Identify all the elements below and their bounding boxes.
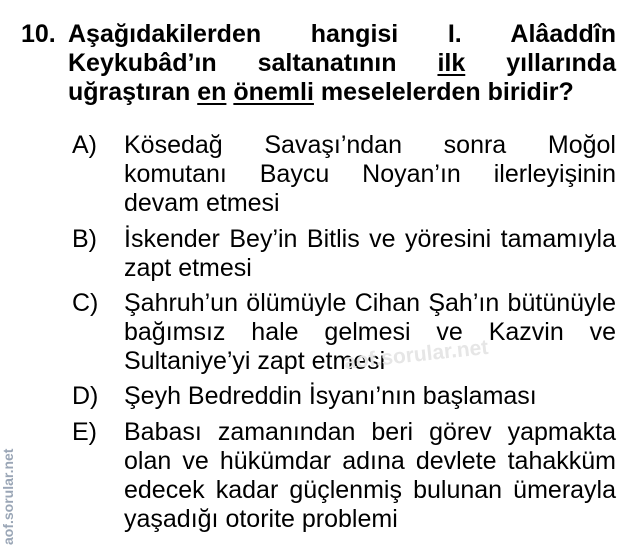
option-b-line-1: İskender Bey’in Bitlis ve yöresini tamamıyla (124, 225, 616, 253)
option-d-letter: D) (72, 382, 99, 410)
question-number: 10. (21, 20, 56, 48)
option-c-letter: C) (72, 289, 99, 317)
question-line-2-end: yıllarında (506, 49, 616, 77)
option-a-line-2: komutanı Baycu Noyan’ın ilerleyişinin (124, 160, 616, 188)
question-line-2 (68, 49, 616, 78)
question-line-3-start: uğraştıran (68, 78, 191, 106)
watermark-center: aof.sorular.net (343, 335, 490, 374)
question-line-3 (68, 78, 616, 107)
option-e-line-1: Babası zamanından beri görev yapmakta (124, 418, 616, 446)
option-c-line-1: Şahruh’un ölümüyle Cihan Şah’ın bütünüyle (124, 289, 616, 317)
option-a-letter: A) (72, 131, 97, 159)
question-line-3-end: meselelerden biridir? (320, 78, 574, 106)
underlined-word-ilk: ilk (437, 49, 466, 77)
question-line-2-start: Keykubâd’ın saltanatının (68, 49, 397, 77)
option-e-line-4: yaşadığı otorite problemi (124, 505, 398, 533)
option-a-line-3: devam etmesi (124, 189, 280, 217)
question-line-1: Aşağıdakilerden hangisi I. Alâaddîn (68, 20, 616, 48)
option-a-line-1: Kösedağ Savaşı’ndan sonra Moğol (124, 131, 616, 159)
option-c-line-2: bağımsız hale gelmesi ve Kazvin ve (124, 318, 616, 346)
underlined-word-en: en (197, 78, 227, 106)
option-d-line-1: Şeyh Bedreddin İsyanı’nın başlaması (124, 382, 537, 410)
option-e-letter: E) (72, 418, 97, 446)
option-e-line-2: olan ve hükümdar adına devlete tahakküm (124, 447, 616, 475)
option-c-line-3: Sultaniye’yi zapt etmesi (124, 347, 386, 375)
watermark-side: aof.sorular.net (0, 448, 16, 545)
option-b-line-2: zapt etmesi (124, 254, 252, 282)
underlined-word-onemli: önemli (233, 78, 314, 106)
option-e-line-3: edecek kadar güçlenmiş bulunan ümerayla (124, 476, 616, 504)
option-b-letter: B) (72, 225, 97, 253)
